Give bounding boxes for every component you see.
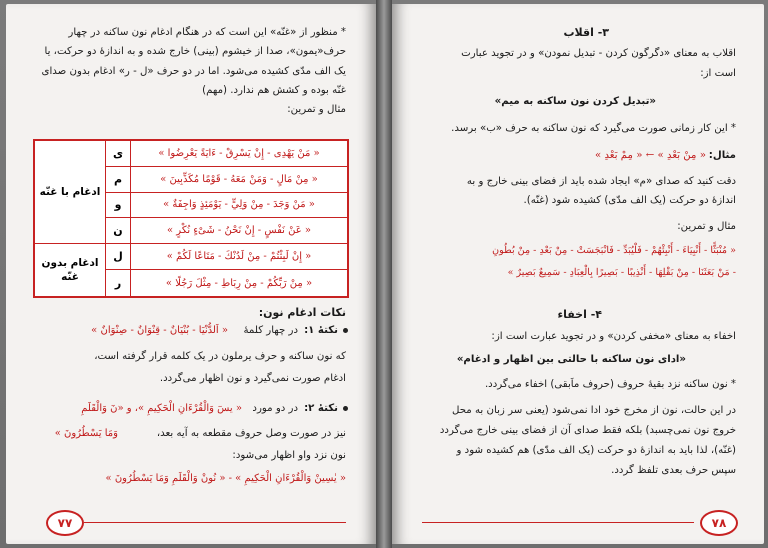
section4-point: * نون ساکنه نزد بقیهٔ حروف (حروف ماَبقی) اخفاء می‌گردد.: [484, 379, 736, 390]
table-row: [34, 140, 348, 166]
point2-text: در دو مورد: [252, 403, 298, 414]
table-example: « إِنْ لَبِثْتُمْ - مِنْ لَدُنْكَ - مَتَاعًا لَكُمْ »: [131, 243, 349, 269]
intro-line-2: حرف«یمون»، صدا از خیشوم (بینی) خارج شده و به اندازهٔ دو حرکت، یا: [44, 46, 346, 57]
table-example: « مِنْ مَالٍ - وَمَنْ مَعَهُ - قَوْمًا مُكَذِّبِينَ »: [131, 166, 349, 192]
section4-line: اخفاء به معنای «مخفی کردن» و در تجوید عبارت است از:: [491, 331, 736, 342]
section4-body-3: (غنّه)، لذا باید به اندازهٔ دو حرکت (یک الف مدّی) هم کشیده شود و: [456, 445, 736, 456]
section4-body-4: سپس حرف بعدی تلفظ گردد.: [611, 465, 736, 476]
point2-words-2: وَمَا يَسْطُرُونَ »: [54, 428, 118, 439]
point1-lead: نکتهٔ ۱:: [304, 325, 338, 336]
book-gutter: [376, 0, 392, 548]
table-letter: ر: [106, 270, 131, 297]
section3-examples-line-2: - مَنْ بَعَثَنَا - مِنْ بَقْلِهَا - أَنْذِيبًا - بَصِيرًا بِالْعِبَادِ - سَمِيعٌ بَصِيرٌ »: [507, 267, 736, 278]
page-number: ۷۸: [700, 510, 738, 536]
intro-line-4: غنّه بوده و کشش هم ندارد. (مهم): [202, 85, 346, 96]
point2-line-2: نون نزد واو اظهار می‌شود:: [232, 450, 346, 461]
table-example: « مَنْ وَجَدَ - مِنْ وَلِيٍّ - يَوْمَئِذٍ وَاجِفَةٌ »: [131, 192, 349, 218]
section3-examples-line-1: « مُنْبَثًّا - أَنْبِيَاءَ - أَنْبِئْهُمْ - فَلْيُبَدِّ - فَانْبَجَسَتْ - مِنْ بَعْدِ - مِنْ بُطُونِ: [492, 245, 736, 256]
table-example: « مِنْ رَبِّكُمْ - مِنْ رِبَاطِ - مِثْلَ رَجُلًا »: [131, 270, 349, 297]
section4-body-2: خروج نون نمی‌چسبد) بلکه فقط صدای آن از فضای بینی خارج می‌گردد: [439, 425, 736, 436]
section3-example-label: مثال:: [708, 150, 736, 161]
section4-definition: «ادای نون ساکنه با حالتی بین اظهار و ادغام»: [456, 354, 686, 365]
points-title: نکات ادغام نون:: [258, 306, 346, 319]
point1-words: « اَلدُّنْيَا - بُنْيَانٌ - قِنْوَانٌ - صِنْوَانٌ »: [91, 325, 228, 336]
intro-line-3: یک الف مدّی کشیده می‌شود. اما در دو حرف «ل - ر» ادغام بدون صدای: [41, 66, 346, 77]
section3-definition: «تبدیل کردن نون ساکنه به میم»: [494, 96, 656, 107]
section3-note-1: دقت کنید که صدای «م» ایجاد شده باید از فضای بینی خارج و به: [466, 176, 736, 187]
table-letter: ل: [106, 243, 131, 269]
point1-text: در چهار کلمهٔ: [243, 325, 298, 336]
section4-title: ۴- اخفاء: [557, 308, 602, 321]
page-77: [6, 4, 376, 544]
point2-lead: نکتهٔ ۲:: [304, 403, 338, 414]
table-example: « مَنْ يَهْدِى - إِنْ يَسْرِقْ - ءَايَةً يَعْرِضُوا »: [131, 140, 349, 166]
section3-note-2: اندازهٔ دو حرکت (یک الف مدّی) کشیده شود (غنّه).: [523, 195, 736, 206]
page-footer-line: [84, 522, 346, 523]
table-letter: ن: [106, 218, 131, 244]
table-letter: و: [106, 192, 131, 218]
page-number: ۷۷: [46, 510, 84, 536]
section3-point: * این کار زمانی صورت می‌گیرد که نون ساکنه به حرف «ب» برسد.: [451, 123, 736, 134]
point2-words: « يسٓ وَالْقُرْءَانِ الْحَكِيمِ »، و «نٓ وَالْقَلَمِ: [81, 403, 242, 414]
bullet-icon: [343, 328, 348, 333]
point1-line-2: ادغام صورت نمی‌گیرد و نون اظهار می‌گردد.: [159, 373, 346, 384]
table-letter: ی: [106, 140, 131, 166]
intro-line-1: * منظور از «غنّه» این است که در هنگام ادغام نون ساکنه در چهار: [68, 27, 346, 38]
idgham-without-ghunna-label: ادغام بدون غنّه: [34, 243, 106, 297]
bullet-icon: [343, 406, 348, 411]
section4-body-1: در این حالت، نون از مخرج خود ادا نمی‌شود (یعنی سر زبان به محل: [451, 405, 736, 416]
table-row: [34, 243, 348, 269]
section3-line-1: اقلاب به معنای «دگرگون کردن - تبدیل نمودن» و در تجوید عبارت: [461, 48, 736, 59]
point2-line-1: نیز در صورت وصل حروف مقطعه به آیه بعد،: [156, 428, 346, 439]
section3-title: ۳- اقلاب: [563, 26, 609, 39]
point2-example: « يٰسِينْ وَالْقُرْءَانِ الْحَكِيمِ » - « نُونْ وَالْقَلَمِ وَمَا يَسْطُرُونَ »: [105, 473, 346, 484]
section3-examples-label: مثال و تمرین:: [677, 221, 736, 232]
section3-example: « مِنْ بَعْدِ » ← « مِمْ بَعْدِ »: [594, 150, 706, 161]
table-letter: م: [106, 166, 131, 192]
page-78: [392, 4, 764, 544]
table-example: « عَنْ نَفْسٍ - إِنْ نَحْنُ - شَىْءٍ نُكْرٍ »: [131, 218, 349, 244]
idgham-table: [33, 139, 349, 298]
examples-label: مثال و تمرین:: [287, 104, 346, 115]
idgham-with-ghunna-label: ادغام با غنّه: [34, 140, 106, 243]
page-footer-line: [422, 522, 694, 523]
point1-line-1: که نون ساکنه و حرف یرملون در یک کلمه قرار گرفته است،: [94, 351, 346, 362]
section3-line-2: است از:: [700, 68, 736, 79]
